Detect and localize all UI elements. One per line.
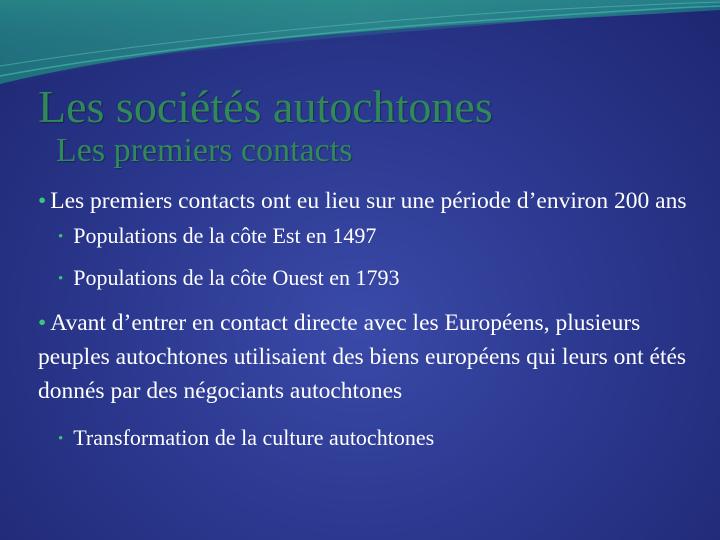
bullet-dot-icon: • [38, 188, 47, 214]
sub-bullet-item [58, 424, 708, 453]
bullet-item [38, 306, 708, 408]
bullet-text: Les premiers contacts ont eu lieu sur une période d’environ 200 ans [50, 188, 687, 214]
bullet-list [38, 184, 708, 466]
sub-bullet-text: Populations de la côte Est en 1497 [73, 223, 377, 248]
bullet-text: Avant d’entrer en contact directe avec les Européens, plusieurs peuples autochtones utilisaient des biens européens qui leurs ont étés donnés par des négociants autochtones [38, 310, 687, 404]
slide-title: Les sociétés autochtones [38, 81, 493, 132]
bullet-dot-icon: • [58, 229, 64, 245]
bullet-item [38, 184, 708, 218]
top-decorative-swoosh [0, 0, 720, 90]
bullet-dot-icon: • [58, 271, 64, 287]
sub-bullet-text: Transformation de la culture autochtones [73, 425, 435, 450]
sub-bullet-text: Populations de la côte Ouest en 1793 [73, 265, 400, 290]
sub-bullet-item [58, 222, 708, 251]
bullet-dot-icon: • [38, 310, 47, 336]
bullet-dot-icon: • [58, 431, 64, 447]
slide-subtitle: Les premiers contacts [56, 132, 353, 169]
sub-bullet-item [58, 264, 708, 293]
